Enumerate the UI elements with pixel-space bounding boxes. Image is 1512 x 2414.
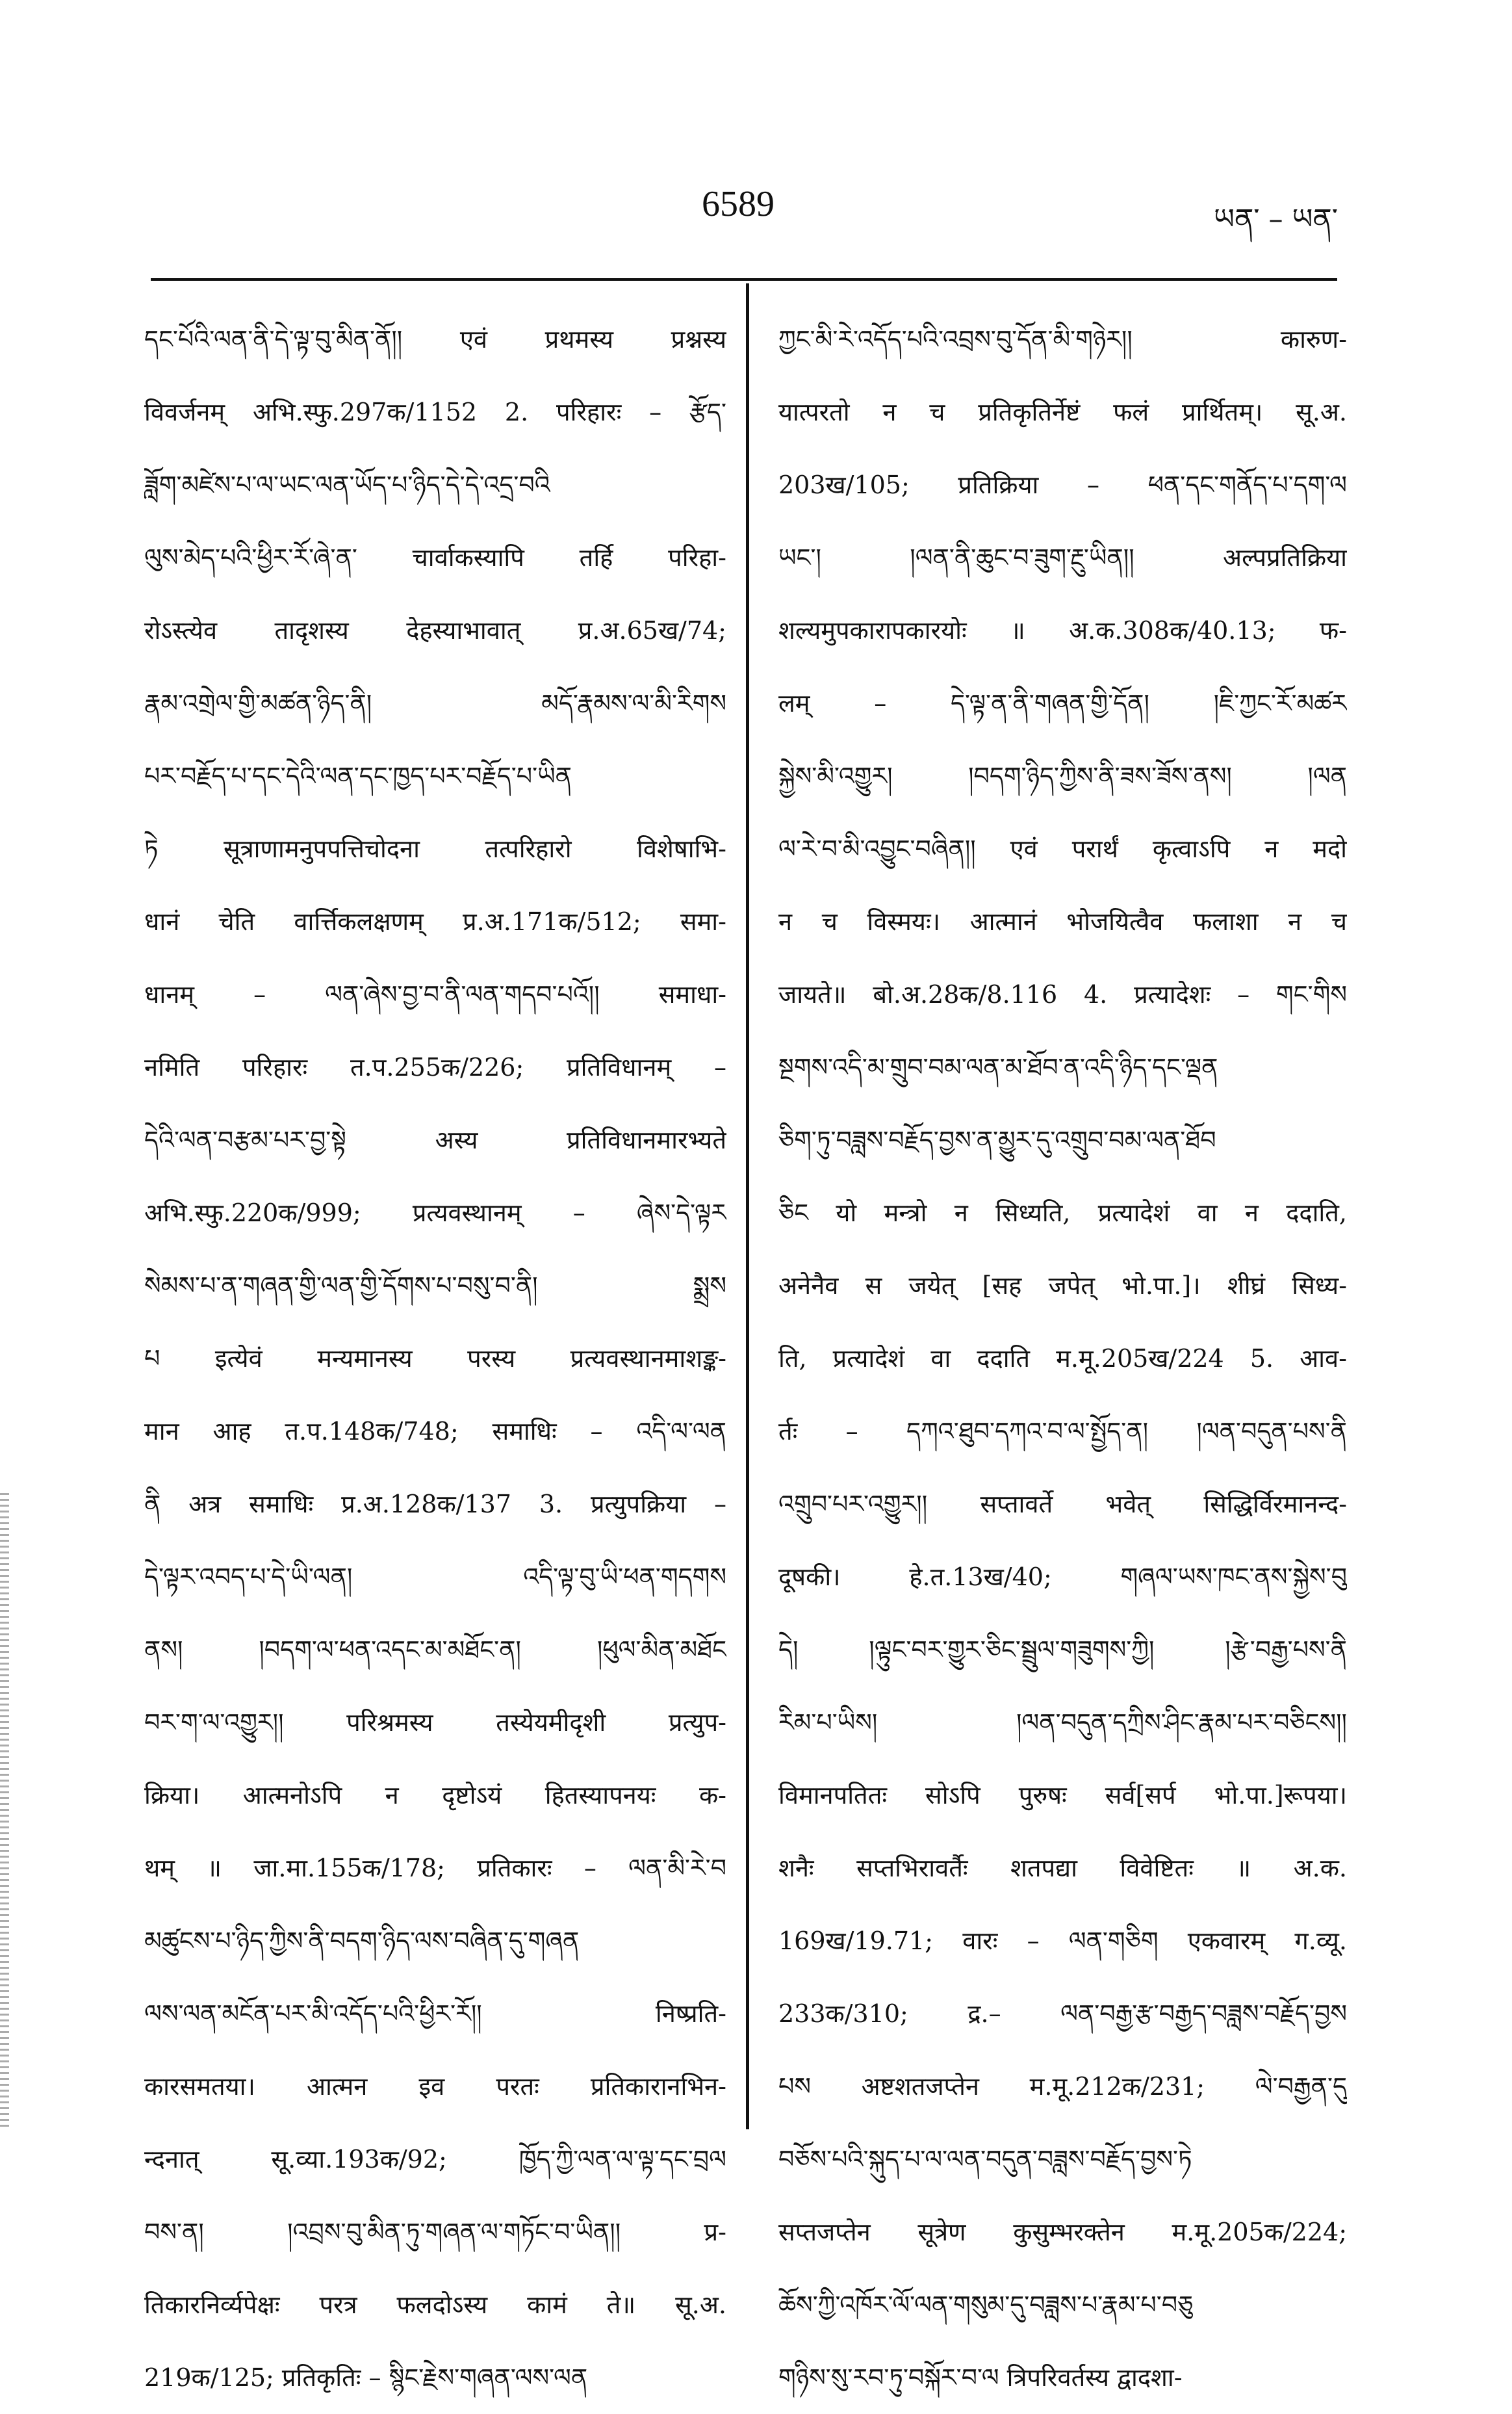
text-line: तिकारनिर्व्यपेक्षः परत्र फलदोऽस्य कामं ते॥ सू.अ.: [144, 2291, 726, 2319]
column-divider: [746, 283, 749, 2129]
text-line: བཅོས་པའི་སྐུད་པ་ལ་ལན་བདུན་བཟླས་བརྗོད་བྱས་ཏེ: [778, 2145, 1192, 2174]
text-line: 219क/125; प्रतिकृतिः – སྙིང་རྗེས་གཞན་ལས་ལན: [144, 2363, 588, 2392]
text-line: བས་ན། །འབྲས་བུ་མིན་ཏུ་གཞན་ལ་གཏོང་བ་ཡིན།། प्र-: [144, 2218, 726, 2246]
text-line: जायते॥ बो.अ.28क/8.116 4. प्रत्यादेशः – གང་གིས: [778, 980, 1347, 1009]
text-line: सप्तजप्तेन सूत्रेण कुसुम्भरक्तेन म.मू.205क/224;: [778, 2218, 1347, 2246]
text-line: क्रिया। आत्मनोऽपि न दृष्टोऽयं हितस्यापनयः क-: [144, 1781, 726, 1810]
text-line: བར་ག་ལ་འགྱུར།། परिश्रमस्य तस्येयमीदृशी प्रत्युप-: [144, 1708, 726, 1737]
text-line: གཉིས་སུ་རབ་ཏུ་བསྐོར་བ་ལ त्रिपरिवर्तस्य द्वादशा-: [778, 2363, 1183, 2392]
text-line: रोऽस्त्येव तादृशस्य देहस्याभावात् प्र.अ.65ख/74;: [144, 616, 726, 645]
running-head: ཡན་ – ཡན་: [1214, 203, 1338, 236]
text-line: མཚུངས་པ་ཉིད་ཀྱིས་ནི་བདག་ཉིད་ལས་བཞིན་དུ་གཞན: [144, 1927, 580, 1955]
text-line: ལ་རེ་བ་མི་འབྱུང་བཞིན།། एवं परार्थं कृत्वाऽपि न मदो: [778, 835, 1347, 863]
text-line: 233क/310; द्र.– ལན་བརྒྱ་རྩ་བརྒྱད་བཟླས་བརྗོད་བྱས: [778, 1999, 1347, 2028]
text-line: རིམ་པ་ཡིས། །ལན་བདུན་དཀྲིས་ཤིང་རྣམ་པར་བཅིངས།།: [778, 1708, 1347, 1737]
text-line: धानम् – ལན་ཞེས་བྱ་བ་ནི་ལན་གདབ་པའོ།། समाधा-: [144, 980, 726, 1009]
text-line: ཅིང यो मन्त्रो न सिध्यति, प्रत्यादेशं वा न ददाति,: [778, 1199, 1347, 1227]
text-line: ति, प्रत्यादेशं वा ददाति म.मू.205ख/224 5. आव-: [778, 1344, 1347, 1373]
text-line: དང་པོའི་ལན་ནི་དེ་ལྟ་བུ་མིན་ནོ།། एवं प्रथमस्य प्रश्नस्य: [144, 325, 726, 354]
text-line: नमिति परिहारः त.प.255क/226; प्रतिविधानम् –: [144, 1053, 726, 1082]
text-line: न च विस्मयः। आत्मानं भोजयित्वैव फलाशा न च: [778, 907, 1347, 936]
text-line: དེ། །ལྟུང་བར་གྱུར་ཅིང་སྦྲུལ་གཟུགས་ཀྱི། །རྩེ་བརྒྱ་པས་ནི: [778, 1635, 1347, 1664]
text-line: दूषकी। हे.त.13ख/40; གཞལ་ཡས་ཁང་ནས་སྐྱེས་བུ: [778, 1563, 1347, 1591]
text-line: ནས། །བདག་ལ་ཕན་འདང་མ་མཐོང་ན། །ཕུལ་མིན་མཐོང: [144, 1635, 726, 1664]
text-line: སྔགས་འདི་མ་གྲུབ་བམ་ལན་མ་ཐོབ་ན་འདི་ཉིད་དང་ལྡན: [778, 1053, 1218, 1082]
text-line: थम् ॥ जा.मा.155क/178; प्रतिकारः – ལན་མི་རེ་བ: [144, 1854, 726, 1882]
text-line: शनैः सप्तभिरावर्तैः शतपद्या विवेष्टितः ॥ अ.क.: [778, 1854, 1347, 1882]
text-line: विवर्जनम् अभि.स्फु.297क/1152 2. परिहारः – རྩོད་: [144, 398, 726, 426]
text-line: ཡང་། །ལན་ནི་ཆུང་བ་ཟུག་རྔུ་ཡིན།། अल्पप्रतिक्रिया: [778, 543, 1347, 572]
text-line: དེ་ལྟར་འབད་པ་དེ་ཡི་ལན། འདི་ལྟ་བུ་ཡི་ཕན་གདགས: [144, 1563, 726, 1591]
right-column: [778, 303, 1347, 2414]
text-line: लम् – དེ་ལྟ་ན་ནི་གཞན་གྱི་དོན། །ཇི་ཀྱང་རོ་མཚར: [778, 689, 1347, 718]
text-line: དེའི་ལན་བརྩམ་པར་བྱ་སྟེ अस्य प्रतिविधानमारभ्यते: [144, 1126, 726, 1154]
text-line: ཅིག་ཏུ་བཟླས་བརྗོད་བྱས་ན་མྱུར་དུ་འགྲུབ་བམ་ལན་ཐོབ: [778, 1126, 1216, 1154]
text-line: अभि.स्फु.220क/999; प्रत्यवस्थानम् – ཞེས་དེ་ལྟར: [144, 1199, 726, 1227]
text-line: པས अष्टशतजप्तेन म.मू.212क/231; ལེ་བརྒྱན་དུ: [778, 2072, 1347, 2101]
text-line: धानं चेति वार्त्तिकलक्षणम् प्र.अ.171क/512; समा-: [144, 907, 726, 936]
text-line: ཟློག་མཛེས་པ་ལ་ཡང་ལན་ཡོད་པ་ཉིད་དེ་དེ་འདྲ་བའི: [144, 471, 550, 499]
text-line: ལུས་མེད་པའི་ཕྱིར་རོ་ཞེ་ན་ चार्वाकस्यापि तर्हि परिहा-: [144, 543, 726, 572]
text-line: ཆོས་ཀྱི་འཁོར་ལོ་ལན་གསུམ་དུ་བཟླས་པ་རྣམ་པ་བཅུ: [778, 2291, 1194, 2319]
text-line: र्तः – དཀའ་ཐུབ་དཀའ་བ་ལ་སྤྱོད་ན། །ལན་བདུན་པས་ནི: [778, 1417, 1347, 1446]
text-line: ཀྱང་མི་རེ་འདོད་པའི་འབྲས་བུ་དོན་མི་གཉེར།། कारुण-: [778, 325, 1347, 354]
text-line: ཏེ सूत्राणामनुपपत्तिचोदना तत्परिहारो विशेषाभि-: [144, 835, 726, 863]
text-line: པ इत्येवं मन्यमानस्य परस्य प्रत्यवस्थानमाशङ्क-: [144, 1344, 726, 1373]
text-line: རྣམ་འགྲེལ་གྱི་མཚན་ཉིད་ནི། མདོ་རྣམས་ལ་མི་རིགས: [144, 689, 726, 718]
page-number: 6589: [702, 184, 775, 224]
text-line: 203ख/105; प्रतिक्रिया – ཕན་དང་གནོད་པ་དག་ལ: [778, 471, 1347, 499]
text-line: अनेनैव स जयेत् [सह जपेत् भो.पा.]। शीघ्रं सिध्य-: [778, 1271, 1347, 1300]
text-line: 169ख/19.71; वारः – ལན་གཅིག एकवारम् ग.व्यू.: [778, 1927, 1347, 1955]
text-line: मान आह त.प.148क/748; समाधिः – འདི་ལ་ལན: [144, 1417, 726, 1446]
left-column: [144, 303, 726, 2414]
text-line: विमानपतितः सोऽपि पुरुषः सर्व[सर्प भो.पा.]रूपया।: [778, 1781, 1347, 1810]
text-line: यात्परतो न च प्रतिकृतिर्नेष्टं फलं प्रार्थितम्। सू.अ.: [778, 398, 1347, 426]
text-line: འགྲུབ་པར་འགྱུར།། सप्तावर्ते भवेत् सिद्धिर्विरमानन्द-: [778, 1490, 1347, 1518]
text-line: शल्यमुपकारापकारयोः ॥ अ.क.308क/40.13; फ-: [778, 616, 1347, 645]
text-line: སེམས་པ་ན་གཞན་གྱི་ལན་གྱི་དོགས་པ་བསུ་བ་ནི། སྨྲས: [144, 1271, 726, 1300]
text-line: ནི अत्र समाधिः प्र.अ.128क/137 3. प्रत्युपक्रिया –: [144, 1490, 726, 1518]
text-line: कारसमतया। आत्मन इव परतः प्रतिकारानभिन-: [144, 2072, 726, 2101]
scan-edge-shadow: [0, 1493, 9, 2130]
text-line: སྐྱེས་མི་འགྱུར། །བདག་ཉིད་ཀྱིས་ནི་ཟས་ཟོས་ནས། །ལན: [778, 762, 1347, 790]
header-rule: [151, 278, 1337, 281]
text-line: न्दनात् सू.व्या.193क/92; ཁྱོད་ཀྱི་ལན་ལ་ལྟ་དང་བྲལ: [144, 2145, 726, 2174]
text-line: ལས་ལན་མངོན་པར་མི་འདོད་པའི་ཕྱིར་རོ།། निष्प्रति-: [144, 1999, 726, 2028]
text-line: པར་བརྗོད་པ་དང་དེའི་ལན་དང་ཁྱད་པར་བརྗོད་པ་ཡིན: [144, 762, 572, 790]
